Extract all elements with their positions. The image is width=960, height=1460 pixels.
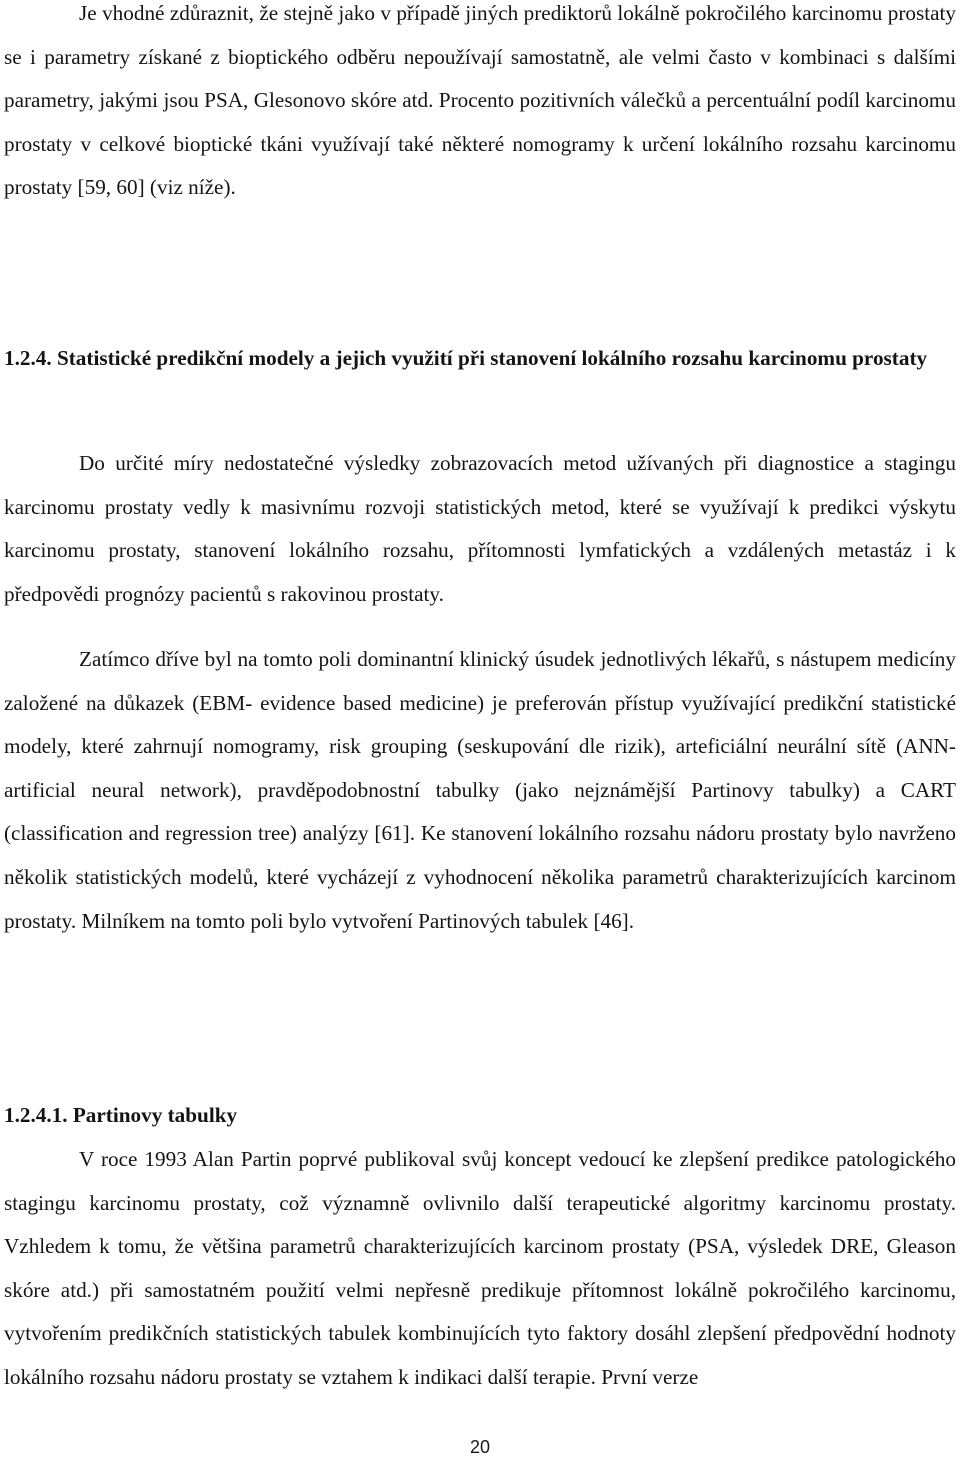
paragraph-biopsy-parameters: Je vhodné zdůraznit, že stejně jako v případě jiných prediktorů lokálně pokročilého karcinomu prostaty se i parametry získané z bioptického odběru nepoužívají samostatně, ale velmi často v kombinaci s dalšími parametry, jakými jsou PSA, Glesonovo skóre atd. Procento pozitivních válečků a percentuální podíl karcinomu prostaty v celkové bioptické tkáni využívají také některé nomogramy k určení lokálního rozsahu karcinomu prostaty [59, 60] (viz níže). (4, 1, 956, 200)
section-heading-1-2-4: 1.2.4. Statistické predikční modely a jejich využití při stanovení lokálního rozsahu karcinomu prostaty (4, 346, 928, 370)
paragraph-partin-tables: V roce 1993 Alan Partin poprvé publikoval svůj koncept vedoucí ke zlepšení predikce patologického stagingu karcinomu prostaty, což významně ovlivnilo další terapeutické algoritmy karcinomu prostaty. Vzhledem k tomu, že většina parametrů charakterizujících karcinom prostaty (PSA, výsledek DRE, Gleason skóre atd.) při samostatném použití velmi nepřesně predikuje přítomnost lokálně pokročilého karcinomu, vytvořením predikčních statistických tabulek kombinujících tyto faktory dosáhl zlepšení předpovědní hodnoty lokálního rozsahu nádoru prostaty se vztahem k indikaci další terapie. První verze (4, 1147, 956, 1389)
paragraph-statistical-methods: Do určité míry nedostatečné výsledky zobrazovacích metod užívaných při diagnostice a stagingu karcinomu prostaty vedly k masivnímu rozvoji statistických metod, které se využívají k predikci výskytu karcinomu prostaty, stanovení lokálního rozsahu, přítomnosti lymfatických a vzdálených metastáz i k předpovědi prognózy pacientů s rakovinou prostaty. (4, 451, 956, 606)
paragraph-ebm-models: Zatímco dříve byl na tomto poli dominantní klinický úsudek jednotlivých lékařů, s nástupem medicíny založené na důkazek (EBM- evidence based medicine) je preferován přístup využívající predikční statistické modely, které zahrnují nomogramy, risk grouping (seskupování dle rizik), arteficiální neurální sítě (ANN- artificial neural network), pravděpodobnostní tabulky (jako nejznámější Partinovy tabulky) a CART (classification and regression tree) analýzy [61]. Ke stanovení lokálního rozsahu nádoru prostaty bylo navrženo několik statistických modelů, které vycházejí z vyhodnocení několika parametrů charakterizujících karcinom prostaty. Milníkem na tomto poli bylo vytvoření Partinových tabulek [46]. (4, 647, 956, 933)
page-number: 20 (469, 1437, 491, 1457)
section-heading-1-2-4-1: 1.2.4.1. Partinovy tabulky (4, 1103, 238, 1127)
